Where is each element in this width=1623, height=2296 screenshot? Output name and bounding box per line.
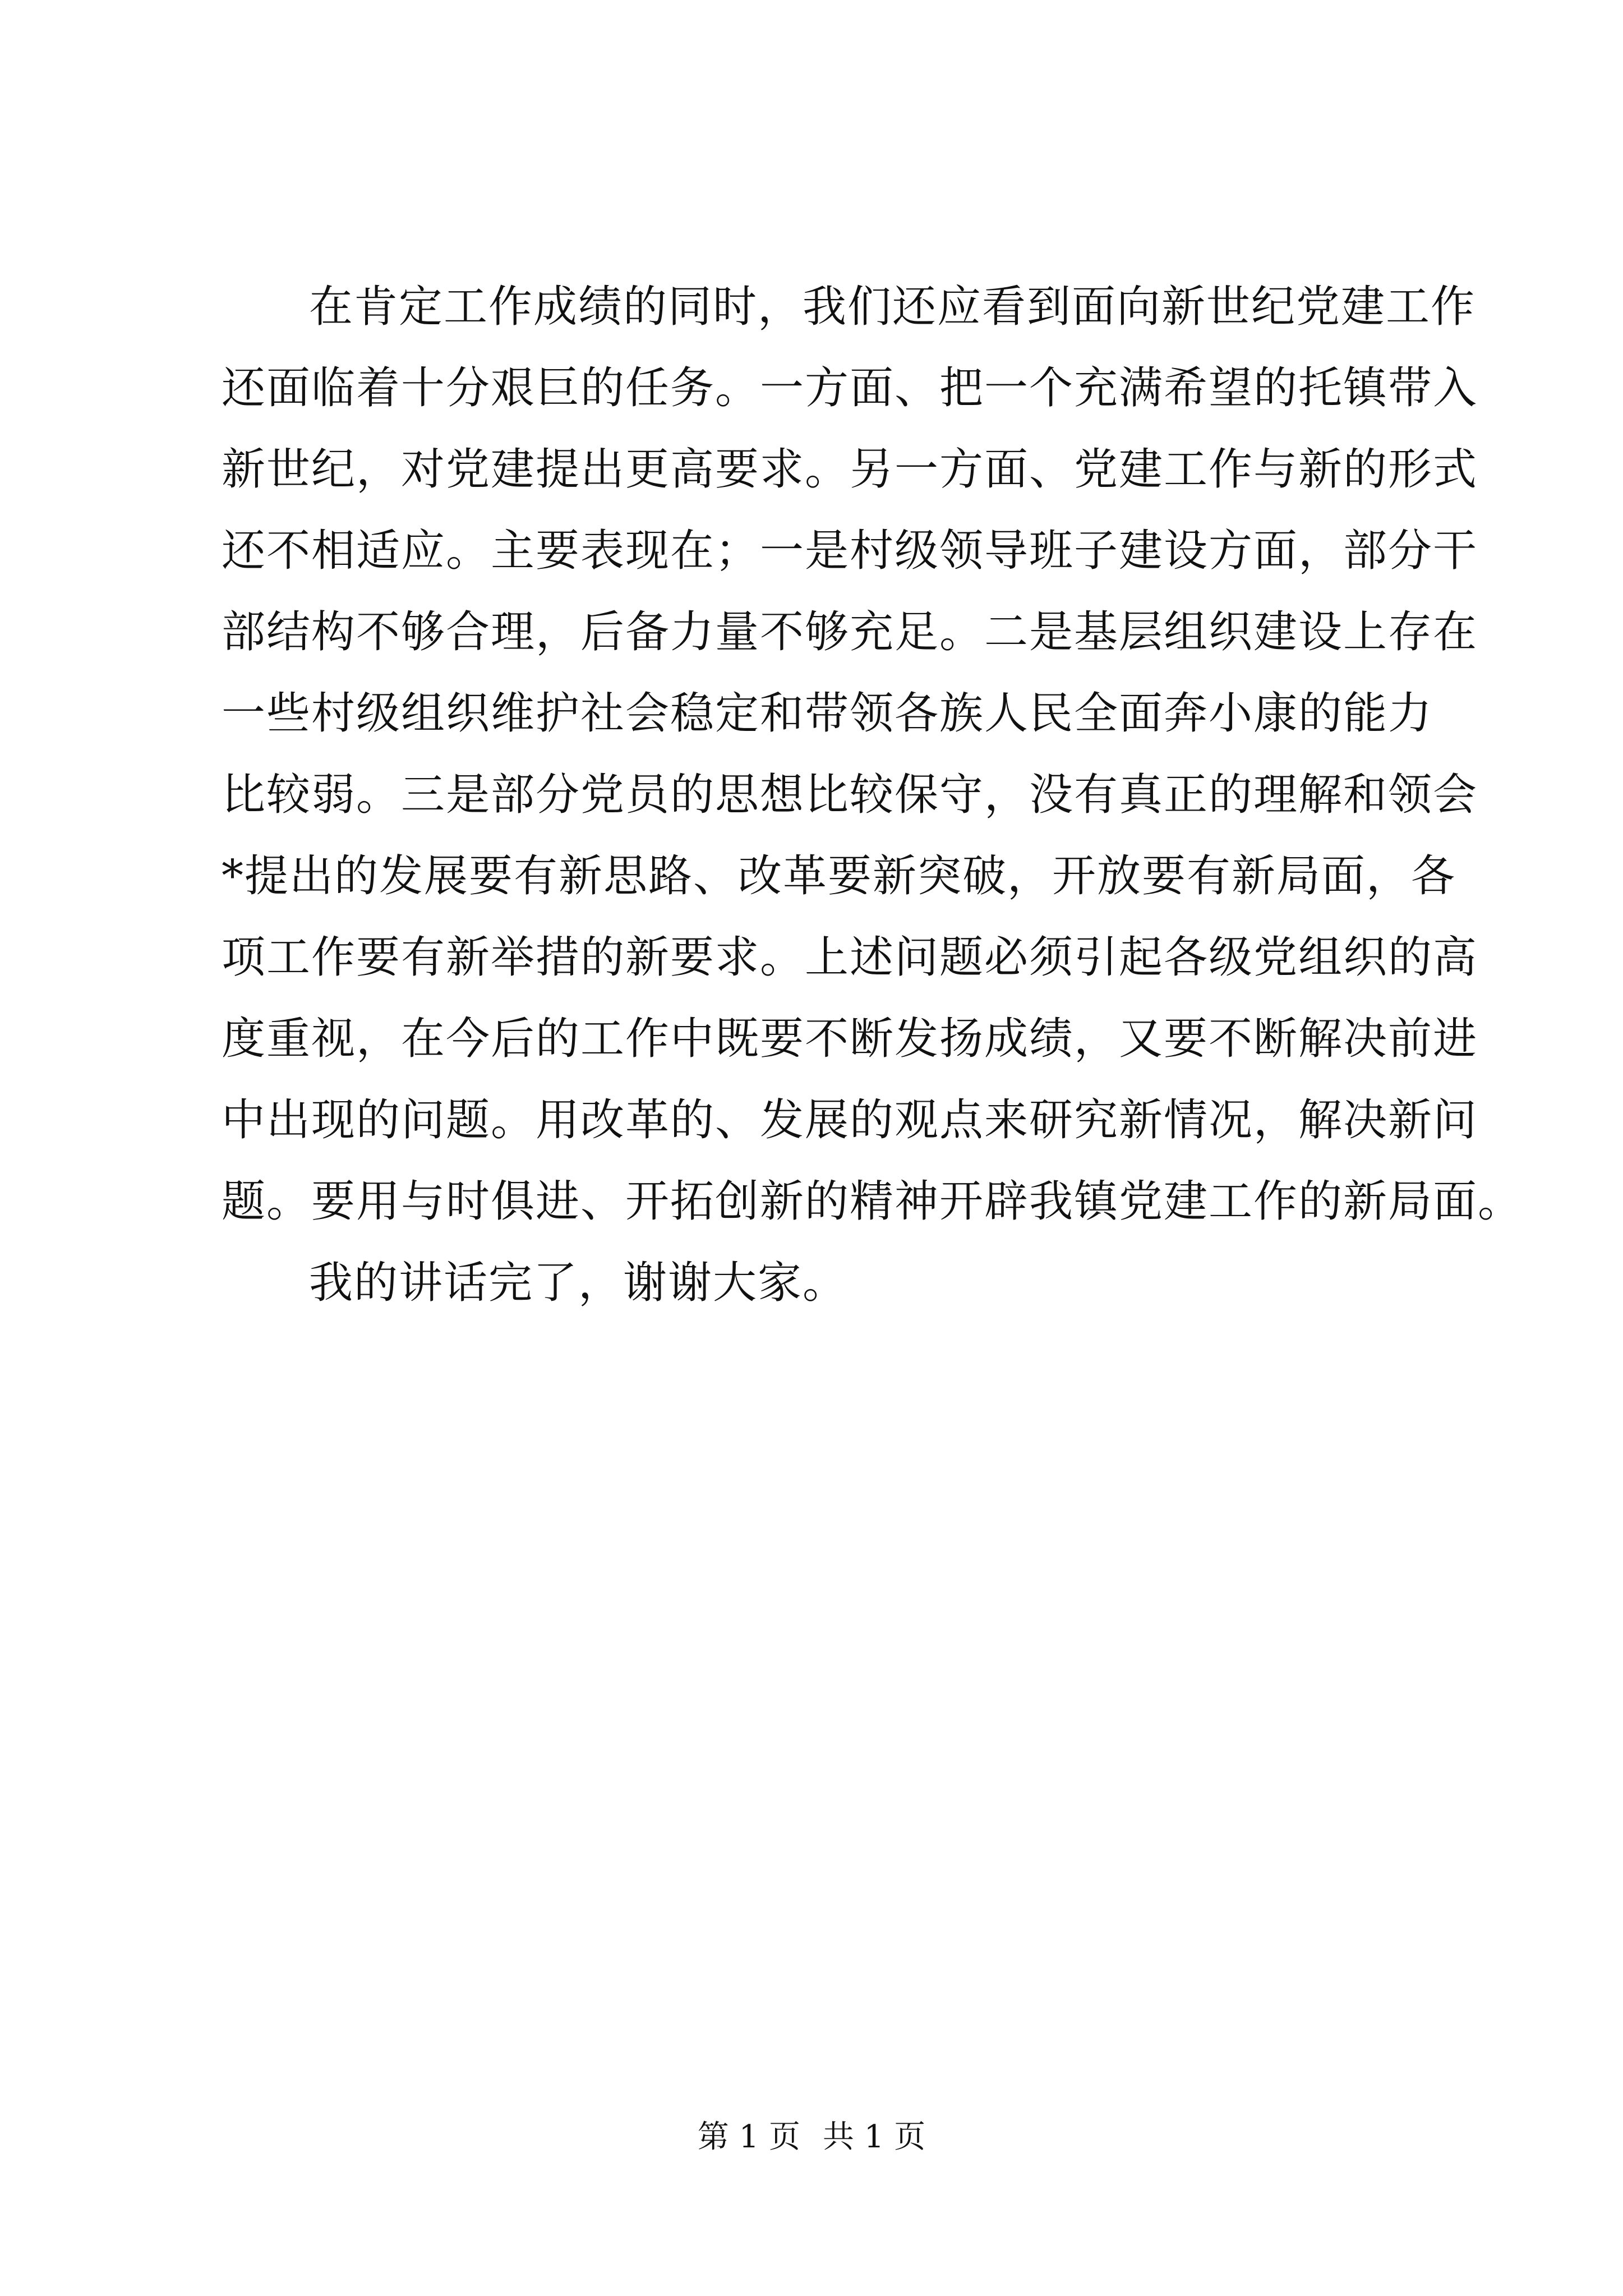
page-number: 第 1 页 [697,2119,800,2155]
page-footer [0,2115,1623,2160]
paragraph-line: *提出的发展要有新思路、改革要新突破，开放要有新局面，各 [222,851,1456,901]
paragraph-line: 度重视，在今后的工作中既要不断发扬成绩，又要不断解决前进 [222,1014,1478,1064]
paragraph-line: 一些村级组织维护社会稳定和带领各族人民全面奔小康的能力 [222,688,1433,739]
paragraph-line: 新世纪，对党建提出更高要求。另一方面、党建工作与新的形式 [222,444,1478,495]
paragraph-line: 中出现的问题。用改革的、发展的观点来研究新情况，解决新问 [222,1095,1478,1145]
paragraph-line: 比较弱。三是部分党员的思想比较保守，没有真正的理解和领会 [222,770,1478,820]
paragraph-line: 部结构不够合理，后备力量不够充足。二是基层组织建设上存在 [222,607,1478,657]
closing-remark: 我的讲话完了，谢谢大家。 [309,1258,848,1308]
main-paragraph [222,266,1523,1324]
paragraph-line: 在肯定工作成绩的同时，我们还应看到面向新世纪党建工作 [309,282,1476,332]
paragraph-line: 还面临着十分艰巨的任务。一方面、把一个充满希望的托镇带入 [222,363,1478,413]
paragraph-line: 项工作要有新举措的新要求。上述问题必须引起各级党组织的高 [222,932,1478,983]
total-pages: 共 1 页 [823,2119,926,2155]
paragraph-line: 还不相适应。主要表现在；一是村级领导班子建设方面，部分干 [222,526,1478,576]
paragraph-line: 题。要用与时俱进、开拓创新的精神开辟我镇党建工作的新局面。 [222,1176,1523,1227]
